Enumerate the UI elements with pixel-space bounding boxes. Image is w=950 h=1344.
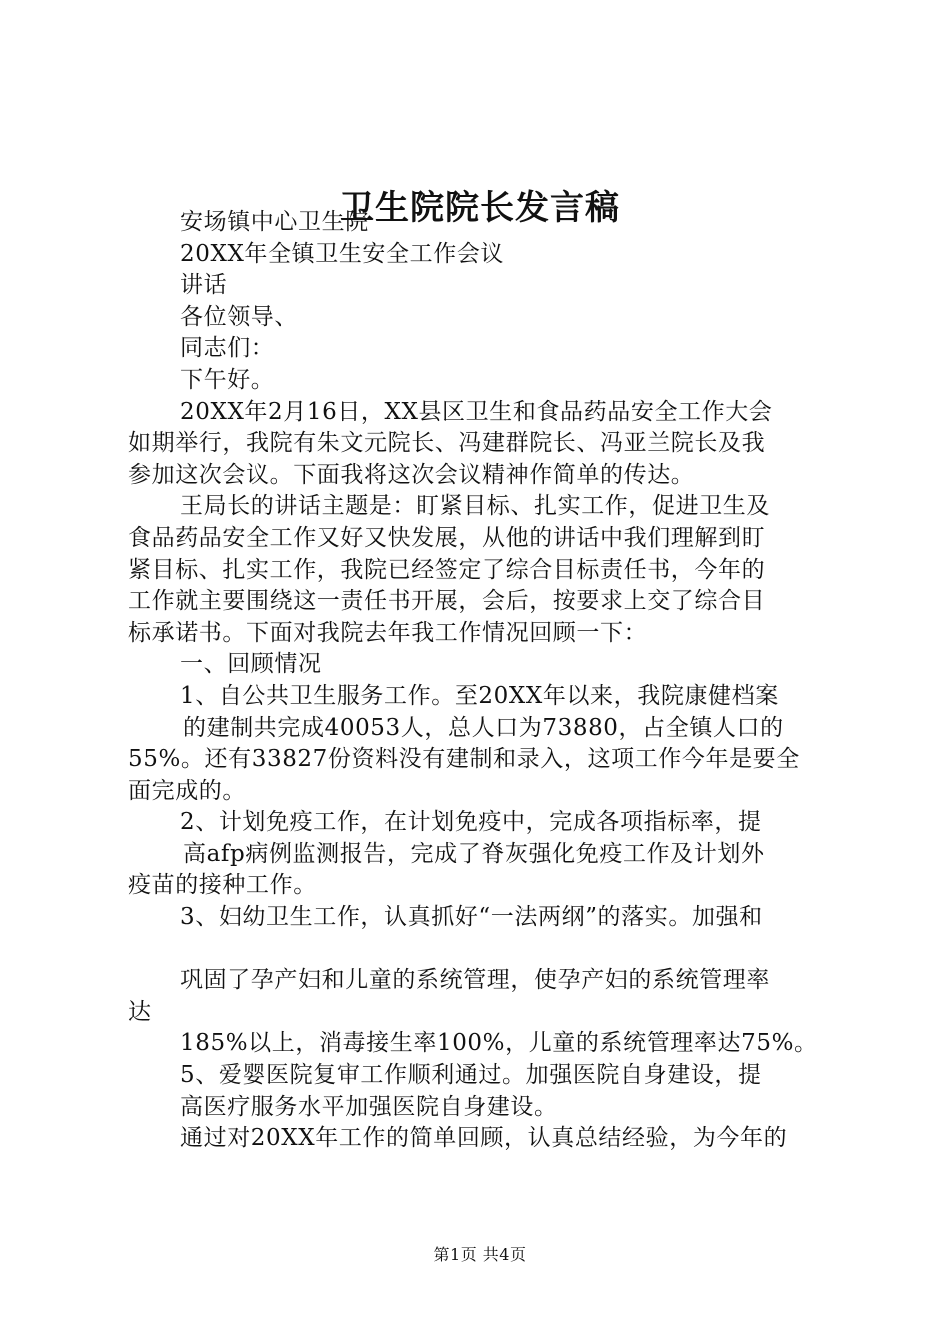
text-line: 一、回顾情况 <box>180 651 322 678</box>
text-line: 工作就主要围绕这一责任书开展，会后，按要求上交了综合目 <box>128 588 766 615</box>
text-line: 2、计划免疫工作，在计划免疫中，完成各项指标率，提 <box>180 809 762 836</box>
text-line: 面完成的。 <box>128 777 246 804</box>
text-line: 疫苗的接种工作。 <box>128 872 317 899</box>
text-line: 各位领导、 <box>180 303 298 330</box>
text-line: 达 <box>128 998 152 1025</box>
text-line: 王局长的讲话主题是：盯紧目标、扎实工作，促进卫生及 <box>180 493 770 520</box>
page-footer: 第1页 共4页 <box>433 1245 527 1264</box>
text-line: 5、爱婴医院复审工作顺利通过。加强医院自身建设，提 <box>180 1062 762 1089</box>
text-line: 通过对20XX年工作的简单回顾，认真总结经验，为今年的 <box>180 1125 788 1152</box>
text-line: 食品药品安全工作又好又快发展，从他的讲话中我们理解到盯 <box>128 524 766 551</box>
text-line: 同志们： <box>180 335 275 362</box>
text-line: 20XX年2月16日，XX县区卫生和食品药品安全工作大会 <box>180 398 773 425</box>
text-line: 的建制共完成40053人，总人口为73880，占全镇人口的 <box>183 714 784 741</box>
text-line: 讲话 <box>180 272 228 299</box>
document-title: 卫生院院长发言稿 <box>340 188 620 228</box>
text-line: 1、自公共卫生服务工作。至20XX年以来，我院康健档案 <box>180 682 779 709</box>
text-line: 安场镇中心卫生院 <box>180 209 369 235</box>
line-gap <box>128 934 834 966</box>
text-line: 高afp病例监测报告，完成了脊灰强化免疫工作及计划外 <box>183 840 765 867</box>
text-line: 参加这次会议。下面我将这次会议精神作简单的传达。 <box>128 461 695 488</box>
text-line: 高医疗服务水平加强医院自身建设。 <box>180 1093 558 1120</box>
text-line: 185%以上，消毒接生率100%，儿童的系统管理率达75%。 <box>180 1030 818 1057</box>
text-line: 巩固了孕产妇和儿童的系统管理，使孕产妇的系统管理率 <box>180 967 770 994</box>
text-line: 如期举行，我院有朱文元院长、冯建群院长、冯亚兰院长及我 <box>128 430 766 457</box>
text-line: 20XX年全镇卫生安全工作会议 <box>180 240 505 267</box>
text-line: 55%。还有33827份资料没有建制和录入，这项工作今年是要全 <box>128 746 800 773</box>
text-line: 下午好。 <box>180 366 275 393</box>
text-line: 紧目标、扎实工作，我院已经签定了综合目标责任书，今年的 <box>128 556 766 583</box>
text-line: 3、妇幼卫生工作，认真抓好“一法两纲”的落实。加强和 <box>180 904 763 931</box>
text-line: 标承诺书。下面对我院去年我工作情况回顾一下： <box>128 619 648 646</box>
document-body <box>128 207 834 1155</box>
